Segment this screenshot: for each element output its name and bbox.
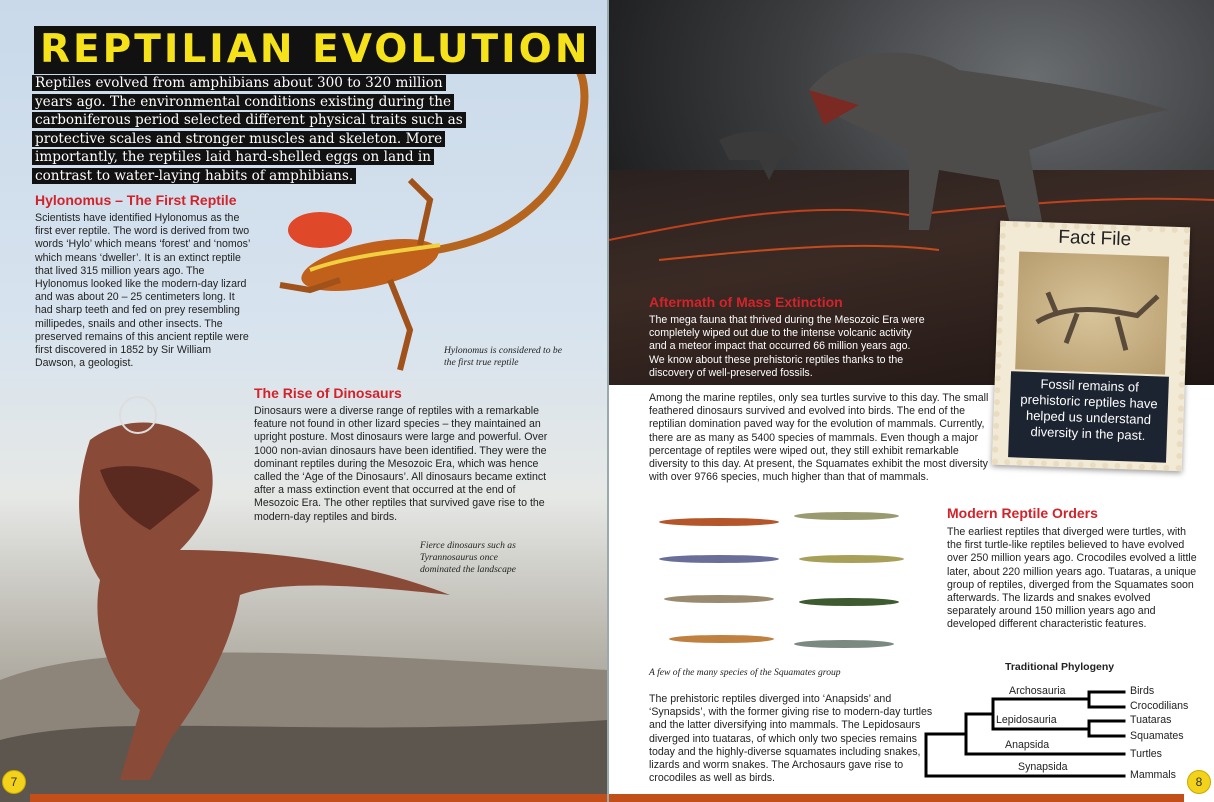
page-title: REPTILIAN EVOLUTION: [34, 26, 596, 74]
hylonomus-heading: Hylonomus – The First Reptile: [35, 192, 237, 208]
lizard-image: [799, 598, 899, 606]
modern-orders-heading: Modern Reptile Orders: [947, 505, 1098, 521]
squamates-caption: A few of the many species of the Squamates group: [649, 667, 841, 678]
lizard-image: [794, 512, 899, 520]
hylonomus-body: Scientists have identified Hylonomus as the first ever reptile. The word is derived from two words ‘Hylo’ which means ‘forest’ and ‘nomos’ which means ‘dweller’. It is an extinct reptile that lived 315 million years ago. The Hylonomus looked like the modern-day lizard and was about 20 – 25 centimeters long. It had sharp teeth and fed on prey resembling millipedes, snails and other insects. The preserved remains of this ancient reptile were first discovered in 1852 by Sir William Dawson, a geologist.: [35, 212, 250, 370]
clade-label: Lepidosauria: [996, 714, 1057, 726]
lizard-image: [664, 595, 774, 603]
leaf-label: Tuataras: [1130, 714, 1172, 726]
modern-orders-body: The earliest reptiles that diverged were turtles, with the first turtle-like reptiles believed to have evolved over 250 million years ago. Crocodiles evolved a little later, about 220 million years ago. Tuataras, a unique group of reptiles, diverged from the Squamates soon afterwards. The lizards and snakes evolved separately around 150 million years ago and developed different characteristic features.: [947, 526, 1197, 631]
lizard-image: [659, 555, 779, 563]
intro-paragraph: [32, 74, 472, 185]
lizard-image: [669, 635, 774, 643]
bottom-bar: [609, 794, 1184, 802]
leaf-label: Birds: [1130, 685, 1155, 697]
fact-file-card: [992, 221, 1190, 471]
phylogeny-title: Traditional Phylogeny: [1005, 661, 1115, 673]
anapsids-paragraph: The prehistoric reptiles diverged into ‘Anapsids’ and ‘Synapsids’, with the former giving rise to modern-day turtles and the latter diversifying into mammals. The Lepidosaurs diverged into tuataras, of which only two species remains today and the highly-diverse squamates including snakes, lizards and worm snakes. The Archosaurs gave rise to crocodiles as well as birds.: [649, 693, 933, 785]
fact-file-title: Fact File: [1057, 226, 1132, 251]
intro-text: Reptiles evolved from amphibians about 300 to 320 million years ago. The environmental conditions existing during the carboniferous period selected different physical traits such as protective scales and stronger muscles and skeleton. More importantly, the reptiles laid hard-shelled eggs on land in contrast to water-laying habits of amphibians.: [32, 75, 466, 184]
lizard-image: [794, 640, 894, 648]
clade-label: Synapsida: [1018, 761, 1068, 773]
hylonomus-caption: Hylonomus is considered to be the first true reptile: [444, 345, 562, 368]
page-number: 7: [2, 770, 26, 794]
clade-label: Anapsida: [1005, 739, 1050, 751]
dinosaurs-caption: Fierce dinosaurs such as Tyrannosaurus once dominated the landscape: [420, 540, 516, 575]
lizard-image: [659, 518, 779, 526]
dinosaurs-heading: The Rise of Dinosaurs: [254, 385, 402, 401]
aftermath-heading: Aftermath of Mass Extinction: [649, 294, 843, 310]
lizard-image: [799, 555, 904, 563]
fact-file-caption: Fossil remains of prehistoric reptiles have helped us understand diversity in the past.: [1008, 371, 1169, 462]
leaf-label: Crocodilians: [1130, 700, 1189, 712]
fossil-image: [1015, 251, 1169, 374]
squamates-photos: [654, 500, 904, 665]
aftermath-body: The mega fauna that thrived during the Mesozoic Era were completely wiped out due to the intense volcanic activity and a meteor impact that occurred 66 million years ago. We know about these prehistoric reptiles thanks to the discovery of well-preserved fossils.: [649, 314, 925, 379]
leaf-label: Squamates: [1130, 730, 1184, 742]
clade-label: Archosauria: [1009, 685, 1066, 697]
leaf-label: Turtles: [1130, 748, 1162, 760]
leaf-label: Mammals: [1130, 769, 1176, 781]
bottom-bar: [30, 794, 607, 802]
page-number: 8: [1187, 770, 1211, 794]
marine-paragraph: Among the marine reptiles, only sea turtles survive to this day. The small feathered dinosaurs survived and evolved into birds. The end of the reptilian domination paved way for the evolution of mammals. Currently, there are as many as 5400 species of mammals. Even though a major percentage of reptiles were wiped out, they still exhibit remarkable diversity to this day. At present, the Squamates exhibit the most diversity with over 9766 species, much higher than that of mammals.: [649, 392, 989, 484]
dinosaurs-body: Dinosaurs were a diverse range of reptiles with a remarkable feature not found in other lizard species – they maintained an upright posture. Most dinosaurs were large and powerful. Over 1000 non-avian dinosaurs have been identified. They were the dominant reptiles during the Mesozoic Era, which was hence called the ‘Age of the Dinosaurs’. All dinosaurs became extinct after a mass extinction event that occurred at the end of Mesozoic Era. The other reptiles that survived gave rise to the modern-day reptiles and birds.: [254, 405, 548, 523]
